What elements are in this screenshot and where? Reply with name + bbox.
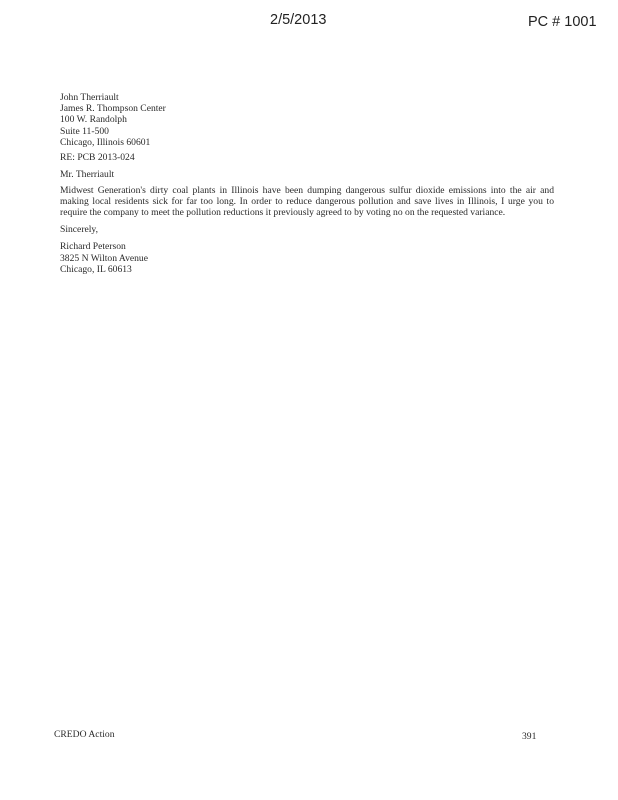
sender-city: Chicago, IL 60613 bbox=[60, 263, 132, 275]
closing: Sincerely, bbox=[60, 224, 99, 236]
salutation: Mr. Therriault bbox=[60, 169, 115, 181]
page-date: 2/5/2013 bbox=[270, 12, 327, 28]
re-line: RE: PCB 2013-024 bbox=[60, 152, 135, 164]
recipient-name: John Therriault bbox=[60, 92, 119, 103]
footer-organization: CREDO Action bbox=[54, 729, 115, 740]
public-comment-number: PC # 1001 bbox=[528, 14, 597, 30]
signature-block bbox=[60, 241, 554, 275]
recipient-suite: Suite 11-500 bbox=[60, 125, 109, 137]
footer-page-number: 391 bbox=[522, 731, 537, 742]
recipient-city: Chicago, Illinois 60601 bbox=[60, 136, 151, 148]
sender-name: Richard Peterson bbox=[60, 241, 126, 253]
recipient-building: James R. Thompson Center bbox=[60, 103, 166, 115]
letter-body bbox=[60, 92, 554, 275]
sender-street: 3825 N Wilton Avenue bbox=[60, 252, 148, 264]
recipient-address bbox=[60, 92, 554, 148]
body-paragraph: Midwest Generation's dirty coal plants in Illinois have been dumping dangerous sulfur dioxide emissions into the air and making local residents sick for far too long. In order to reduce dangerous pollution and save lives in Illinois, I urge you to require the company to meet the pollution reductions it previously agreed to by voting no on the requested variance. bbox=[60, 185, 554, 218]
recipient-street: 100 W. Randolph bbox=[60, 114, 127, 126]
